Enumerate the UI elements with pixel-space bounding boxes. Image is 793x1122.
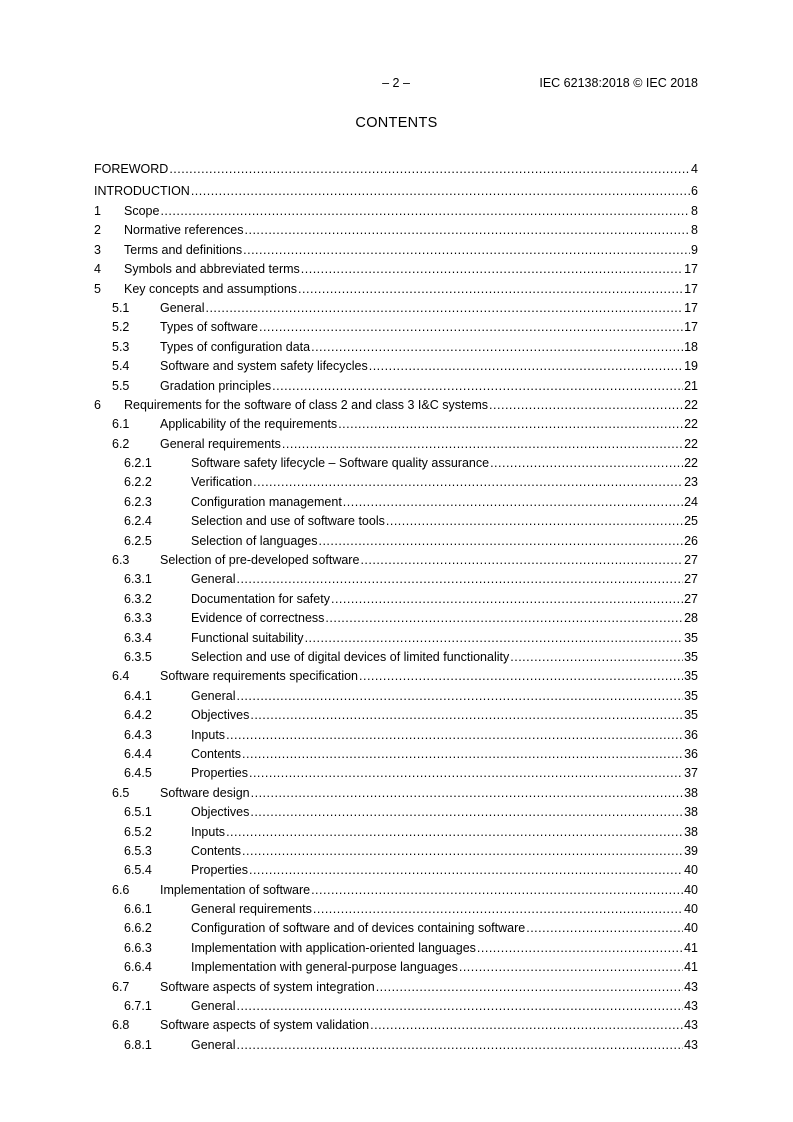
toc-dot-leader — [226, 823, 683, 842]
toc-entry-label: Properties — [191, 863, 248, 878]
toc-dot-leader — [370, 1016, 683, 1035]
toc-entry-label: Evidence of correctness — [191, 611, 325, 626]
toc-entry-page: 43 — [684, 999, 698, 1014]
toc-dot-leader — [301, 260, 683, 279]
toc-entry-label: Key concepts and assumptions — [124, 281, 298, 296]
toc-entry-number: 6.6 — [112, 882, 130, 897]
toc-entry-number: 6.3.4 — [124, 630, 152, 645]
toc-dot-leader — [386, 512, 683, 531]
toc-entry-number: 6.2.1 — [124, 456, 152, 471]
toc-entry-page: 27 — [684, 553, 698, 568]
toc-entry-label: Types of software — [160, 320, 258, 335]
toc-entry[interactable] — [94, 158, 698, 180]
toc-dot-leader — [205, 299, 683, 318]
toc-entry-number: 3 — [94, 242, 101, 257]
toc-dot-leader — [250, 706, 683, 725]
toc-dot-leader — [311, 338, 683, 357]
toc-dot-leader — [369, 357, 683, 376]
toc-dot-leader — [311, 881, 683, 900]
toc-entry[interactable] — [94, 900, 698, 919]
toc-entry-page: 17 — [684, 281, 698, 296]
toc-entry[interactable] — [94, 493, 698, 512]
toc-entry-number: 6.7.1 — [124, 999, 152, 1014]
toc-entry[interactable] — [94, 939, 698, 958]
toc-entry-label: Configuration management — [191, 494, 342, 509]
toc-entry-page: 38 — [684, 805, 698, 820]
toc-entry-page: 23 — [684, 475, 698, 490]
toc-entry-label: Software aspects of system integration — [160, 979, 375, 994]
toc-entry-page: 24 — [684, 494, 698, 509]
toc-entry[interactable] — [94, 551, 698, 570]
toc-entry[interactable] — [94, 318, 698, 337]
toc-entry-label: General — [191, 1037, 236, 1052]
toc-entry-number: 6.2.3 — [124, 494, 152, 509]
toc-entry[interactable] — [94, 629, 698, 648]
toc-entry-label: Selection and use of software tools — [191, 514, 385, 529]
toc-dot-leader — [376, 978, 683, 997]
toc-entry[interactable] — [94, 764, 698, 783]
toc-dot-leader — [243, 241, 690, 260]
toc-entry-number: 6.3.3 — [124, 611, 152, 626]
toc-dot-leader — [249, 764, 683, 783]
toc-entry-number: 6.8.1 — [124, 1037, 152, 1052]
toc-dot-leader — [313, 900, 683, 919]
toc-entry-page: 9 — [691, 242, 698, 257]
toc-entry-number: 5.2 — [112, 320, 130, 335]
toc-dot-leader — [236, 1036, 683, 1055]
toc-entry-label: Selection of languages — [191, 533, 318, 548]
toc-entry-number: 6.3 — [112, 553, 130, 568]
toc-entry-label: Scope — [124, 204, 160, 218]
toc-entry[interactable] — [94, 202, 698, 221]
toc-entry-label: General — [191, 688, 236, 703]
toc-entry-number: 6.4.2 — [124, 708, 152, 723]
toc-entry-label: Contents — [191, 746, 242, 761]
toc-dot-leader — [191, 180, 690, 202]
toc-entry[interactable] — [94, 280, 698, 299]
toc-dot-leader — [242, 745, 683, 764]
toc-entry-number: 6 — [94, 397, 101, 412]
toc-entry[interactable] — [94, 881, 698, 900]
toc-entry-number: 6.3.1 — [124, 572, 152, 587]
toc-entry[interactable] — [94, 667, 698, 686]
toc-entry-label: Functional suitability — [191, 630, 304, 645]
toc-entry-page: 40 — [684, 863, 698, 878]
toc-dot-leader — [249, 861, 683, 880]
toc-entry[interactable] — [94, 357, 698, 376]
toc-entry-number: 5.3 — [112, 339, 130, 354]
toc-entry-number: 6.2.4 — [124, 514, 152, 529]
toc-entry-number: 6.5.4 — [124, 863, 152, 878]
toc-entry[interactable] — [94, 823, 698, 842]
toc-entry-label: General — [191, 572, 236, 587]
toc-entry[interactable] — [94, 338, 698, 357]
toc-entry[interactable] — [94, 784, 698, 803]
toc-entry-page: 40 — [684, 882, 698, 897]
toc-entry-page: 43 — [684, 979, 698, 994]
toc-dot-leader — [305, 629, 684, 648]
toc-dot-leader — [459, 958, 683, 977]
toc-entry-number: 6.5 — [112, 785, 130, 800]
toc-entry-page: 21 — [684, 378, 698, 393]
toc-dot-leader — [236, 570, 683, 589]
toc-dot-leader — [489, 396, 683, 415]
toc-dot-leader — [236, 687, 683, 706]
toc-entry-page: 43 — [684, 1018, 698, 1033]
toc-entry-number: 6.1 — [112, 417, 130, 432]
toc-entry-page: 22 — [684, 436, 698, 451]
toc-entry-label: Implementation with application-oriented languages — [191, 940, 476, 955]
toc-entry-number: 6.4.5 — [124, 766, 152, 781]
toc-entry-page: 35 — [684, 630, 698, 645]
toc-entry-number: 6.5.2 — [124, 824, 152, 839]
toc-entry[interactable] — [94, 648, 698, 667]
toc-entry-number: 6.6.3 — [124, 940, 152, 955]
toc-dot-leader — [477, 939, 683, 958]
toc-dot-leader — [325, 609, 683, 628]
toc-dot-leader — [490, 454, 683, 473]
toc-dot-leader — [510, 648, 683, 667]
toc-entry[interactable] — [94, 706, 698, 725]
toc-entry-page: 35 — [684, 649, 698, 664]
page-number: – 2 – — [382, 76, 410, 90]
toc-entry-label: General — [191, 999, 236, 1014]
toc-entry-number: 6.5.1 — [124, 805, 152, 820]
toc-entry-number: 6.4.3 — [124, 727, 152, 742]
toc-entry-label: Inputs — [191, 824, 226, 839]
standard-identifier: IEC 62138:2018 © IEC 2018 — [539, 76, 698, 90]
toc-entry-page: 18 — [684, 339, 698, 354]
toc-entry-label: Implementation of software — [160, 882, 311, 897]
toc-entry-page: 35 — [684, 688, 698, 703]
toc-entry-page: 41 — [684, 940, 698, 955]
toc-entry[interactable] — [94, 377, 698, 396]
toc-entry-page: 17 — [684, 300, 698, 315]
toc-entry-number: 6.7 — [112, 979, 130, 994]
toc-dot-leader — [226, 726, 683, 745]
toc-entry-label: INTRODUCTION — [94, 184, 190, 198]
toc-dot-leader — [338, 415, 683, 434]
toc-entry[interactable] — [94, 415, 698, 434]
toc-entry-label: Terms and definitions — [124, 242, 243, 257]
toc-entry-page: 27 — [684, 591, 698, 606]
toc-entry-number: 6.5.3 — [124, 843, 152, 858]
toc-entry-page: 40 — [684, 902, 698, 917]
toc-entry-label: General requirements — [160, 436, 281, 451]
toc-entry-label: FOREWORD — [94, 162, 169, 176]
toc-entry-number: 6.3.5 — [124, 649, 152, 664]
toc-entry-page: 40 — [684, 921, 698, 936]
toc-entry-number: 6.4.1 — [124, 688, 152, 703]
toc-entry-label: Implementation with general-purpose languages — [191, 960, 458, 975]
toc-entry-label: Verification — [191, 475, 253, 490]
toc-entry-label: General — [160, 300, 205, 315]
toc-dot-leader — [318, 532, 683, 551]
toc-dot-leader — [253, 473, 683, 492]
toc-dot-leader — [250, 803, 683, 822]
toc-dot-leader — [298, 280, 683, 299]
toc-entry-page: 17 — [684, 262, 698, 277]
toc-entry-page: 39 — [684, 843, 698, 858]
toc-entry-number: 5.4 — [112, 359, 130, 374]
toc-entry-page: 41 — [684, 960, 698, 975]
toc-entry-page: 17 — [684, 320, 698, 335]
toc-entry-number: 2 — [94, 223, 101, 238]
toc-entry-number: 6.6.1 — [124, 902, 152, 917]
toc-dot-leader — [331, 590, 683, 609]
toc-entry-label: Software aspects of system validation — [160, 1018, 370, 1033]
toc-entry[interactable] — [94, 473, 698, 492]
toc-entry-label: Software requirements specification — [160, 669, 359, 684]
toc-entry[interactable] — [94, 180, 698, 202]
toc-dot-leader — [259, 318, 683, 337]
toc-entry[interactable] — [94, 1016, 698, 1035]
toc-entry-label: Configuration of software and of devices containing software — [191, 921, 526, 936]
toc-entry-number: 6.2 — [112, 436, 130, 451]
toc-entry-page: 6 — [691, 184, 698, 198]
toc-dot-leader — [169, 158, 690, 180]
toc-dot-leader — [282, 435, 683, 454]
toc-entry[interactable] — [94, 1036, 698, 1055]
toc-entry[interactable] — [94, 241, 698, 260]
toc-entry-page: 8 — [691, 223, 698, 238]
toc-entry-label: Documentation for safety — [191, 591, 330, 606]
toc-entry-number: 6.4 — [112, 669, 130, 684]
toc-entry-label: Applicability of the requirements — [160, 417, 338, 432]
toc-entry-number: 5 — [94, 281, 101, 296]
toc-entry-label: Selection of pre-developed software — [160, 553, 360, 568]
toc-entry-page: 22 — [684, 397, 698, 412]
toc-entry-label: Types of configuration data — [160, 339, 311, 354]
toc-entry-number: 6.8 — [112, 1018, 130, 1033]
toc-entry[interactable] — [94, 978, 698, 997]
toc-entry-number: 6.4.4 — [124, 746, 152, 761]
toc-entry[interactable] — [94, 861, 698, 880]
toc-dot-leader — [272, 377, 683, 396]
toc-entry-number: 6.6.4 — [124, 960, 152, 975]
toc-dot-leader — [245, 221, 691, 240]
page-header — [94, 76, 698, 92]
toc-entry-page: 26 — [684, 533, 698, 548]
toc-entry-number: 5.5 — [112, 378, 130, 393]
toc-entry-label: Gradation principles — [160, 378, 272, 393]
toc-entry-page: 38 — [684, 824, 698, 839]
toc-entry[interactable] — [94, 454, 698, 473]
toc-dot-leader — [236, 997, 683, 1016]
toc-entry-number: 6.6.2 — [124, 921, 152, 936]
toc-entry-label: Objectives — [191, 805, 250, 820]
toc-entry-label: Normative references — [124, 223, 244, 238]
toc-entry[interactable] — [94, 396, 698, 415]
toc-entry[interactable] — [94, 609, 698, 628]
toc-entry-number: 6.2.5 — [124, 533, 152, 548]
toc-entry[interactable] — [94, 958, 698, 977]
toc-entry[interactable] — [94, 570, 698, 589]
toc-entry-page: 28 — [684, 611, 698, 626]
toc-entry[interactable] — [94, 687, 698, 706]
toc-entry[interactable] — [94, 842, 698, 861]
contents-title: CONTENTS — [355, 115, 438, 131]
toc-entry[interactable] — [94, 299, 698, 318]
toc-entry-page: 35 — [684, 669, 698, 684]
toc-entry-number: 4 — [94, 262, 101, 277]
toc-entry-label: Objectives — [191, 708, 250, 723]
toc-dot-leader — [526, 919, 683, 938]
toc-entry-number: 6.3.2 — [124, 591, 152, 606]
toc-entry-page: 8 — [691, 204, 698, 218]
toc-entry-page: 38 — [684, 785, 698, 800]
toc-entry[interactable] — [94, 590, 698, 609]
toc-entry-page: 37 — [684, 766, 698, 781]
toc-entry-page: 4 — [691, 162, 698, 176]
toc-dot-leader — [160, 202, 690, 221]
toc-entry-label: Contents — [191, 843, 242, 858]
toc-entry-page: 19 — [684, 359, 698, 374]
toc-entry-label: General requirements — [191, 902, 312, 917]
toc-entry-number: 6.2.2 — [124, 475, 152, 490]
table-of-contents — [94, 158, 698, 1055]
toc-entry-page: 22 — [684, 417, 698, 432]
toc-entry[interactable] — [94, 435, 698, 454]
toc-entry-page: 36 — [684, 746, 698, 761]
toc-entry-label: Symbols and abbreviated terms — [124, 262, 300, 277]
toc-entry[interactable] — [94, 512, 698, 531]
toc-dot-leader — [360, 551, 683, 570]
toc-entry-label: Software and system safety lifecycles — [160, 359, 368, 374]
toc-entry-label: Software design — [160, 785, 250, 800]
toc-dot-leader — [251, 784, 683, 803]
toc-entry-number: 5.1 — [112, 300, 130, 315]
toc-entry[interactable] — [94, 260, 698, 279]
toc-dot-leader — [359, 667, 683, 686]
toc-entry[interactable] — [94, 745, 698, 764]
toc-entry-label: Properties — [191, 766, 248, 781]
toc-entry-label: Selection and use of digital devices of limited functionality — [191, 649, 510, 664]
toc-entry-page: 22 — [684, 456, 698, 471]
toc-entry[interactable] — [94, 726, 698, 745]
toc-entry-page: 36 — [684, 727, 698, 742]
toc-entry[interactable] — [94, 532, 698, 551]
toc-entry-label: Inputs — [191, 727, 226, 742]
toc-entry[interactable] — [94, 919, 698, 938]
toc-entry-page: 35 — [684, 708, 698, 723]
toc-entry[interactable] — [94, 221, 698, 240]
toc-entry-label: Requirements for the software of class 2 and class 3 I&C systems — [124, 397, 489, 412]
toc-entry-number: 1 — [94, 204, 101, 218]
toc-entry-page: 43 — [684, 1037, 698, 1052]
toc-entry-label: Software safety lifecycle – Software quality assurance — [191, 456, 490, 471]
toc-entry[interactable] — [94, 803, 698, 822]
toc-dot-leader — [242, 842, 683, 861]
toc-entry-page: 25 — [684, 514, 698, 529]
toc-dot-leader — [343, 493, 683, 512]
toc-entry-page: 27 — [684, 572, 698, 587]
toc-entry[interactable] — [94, 997, 698, 1016]
